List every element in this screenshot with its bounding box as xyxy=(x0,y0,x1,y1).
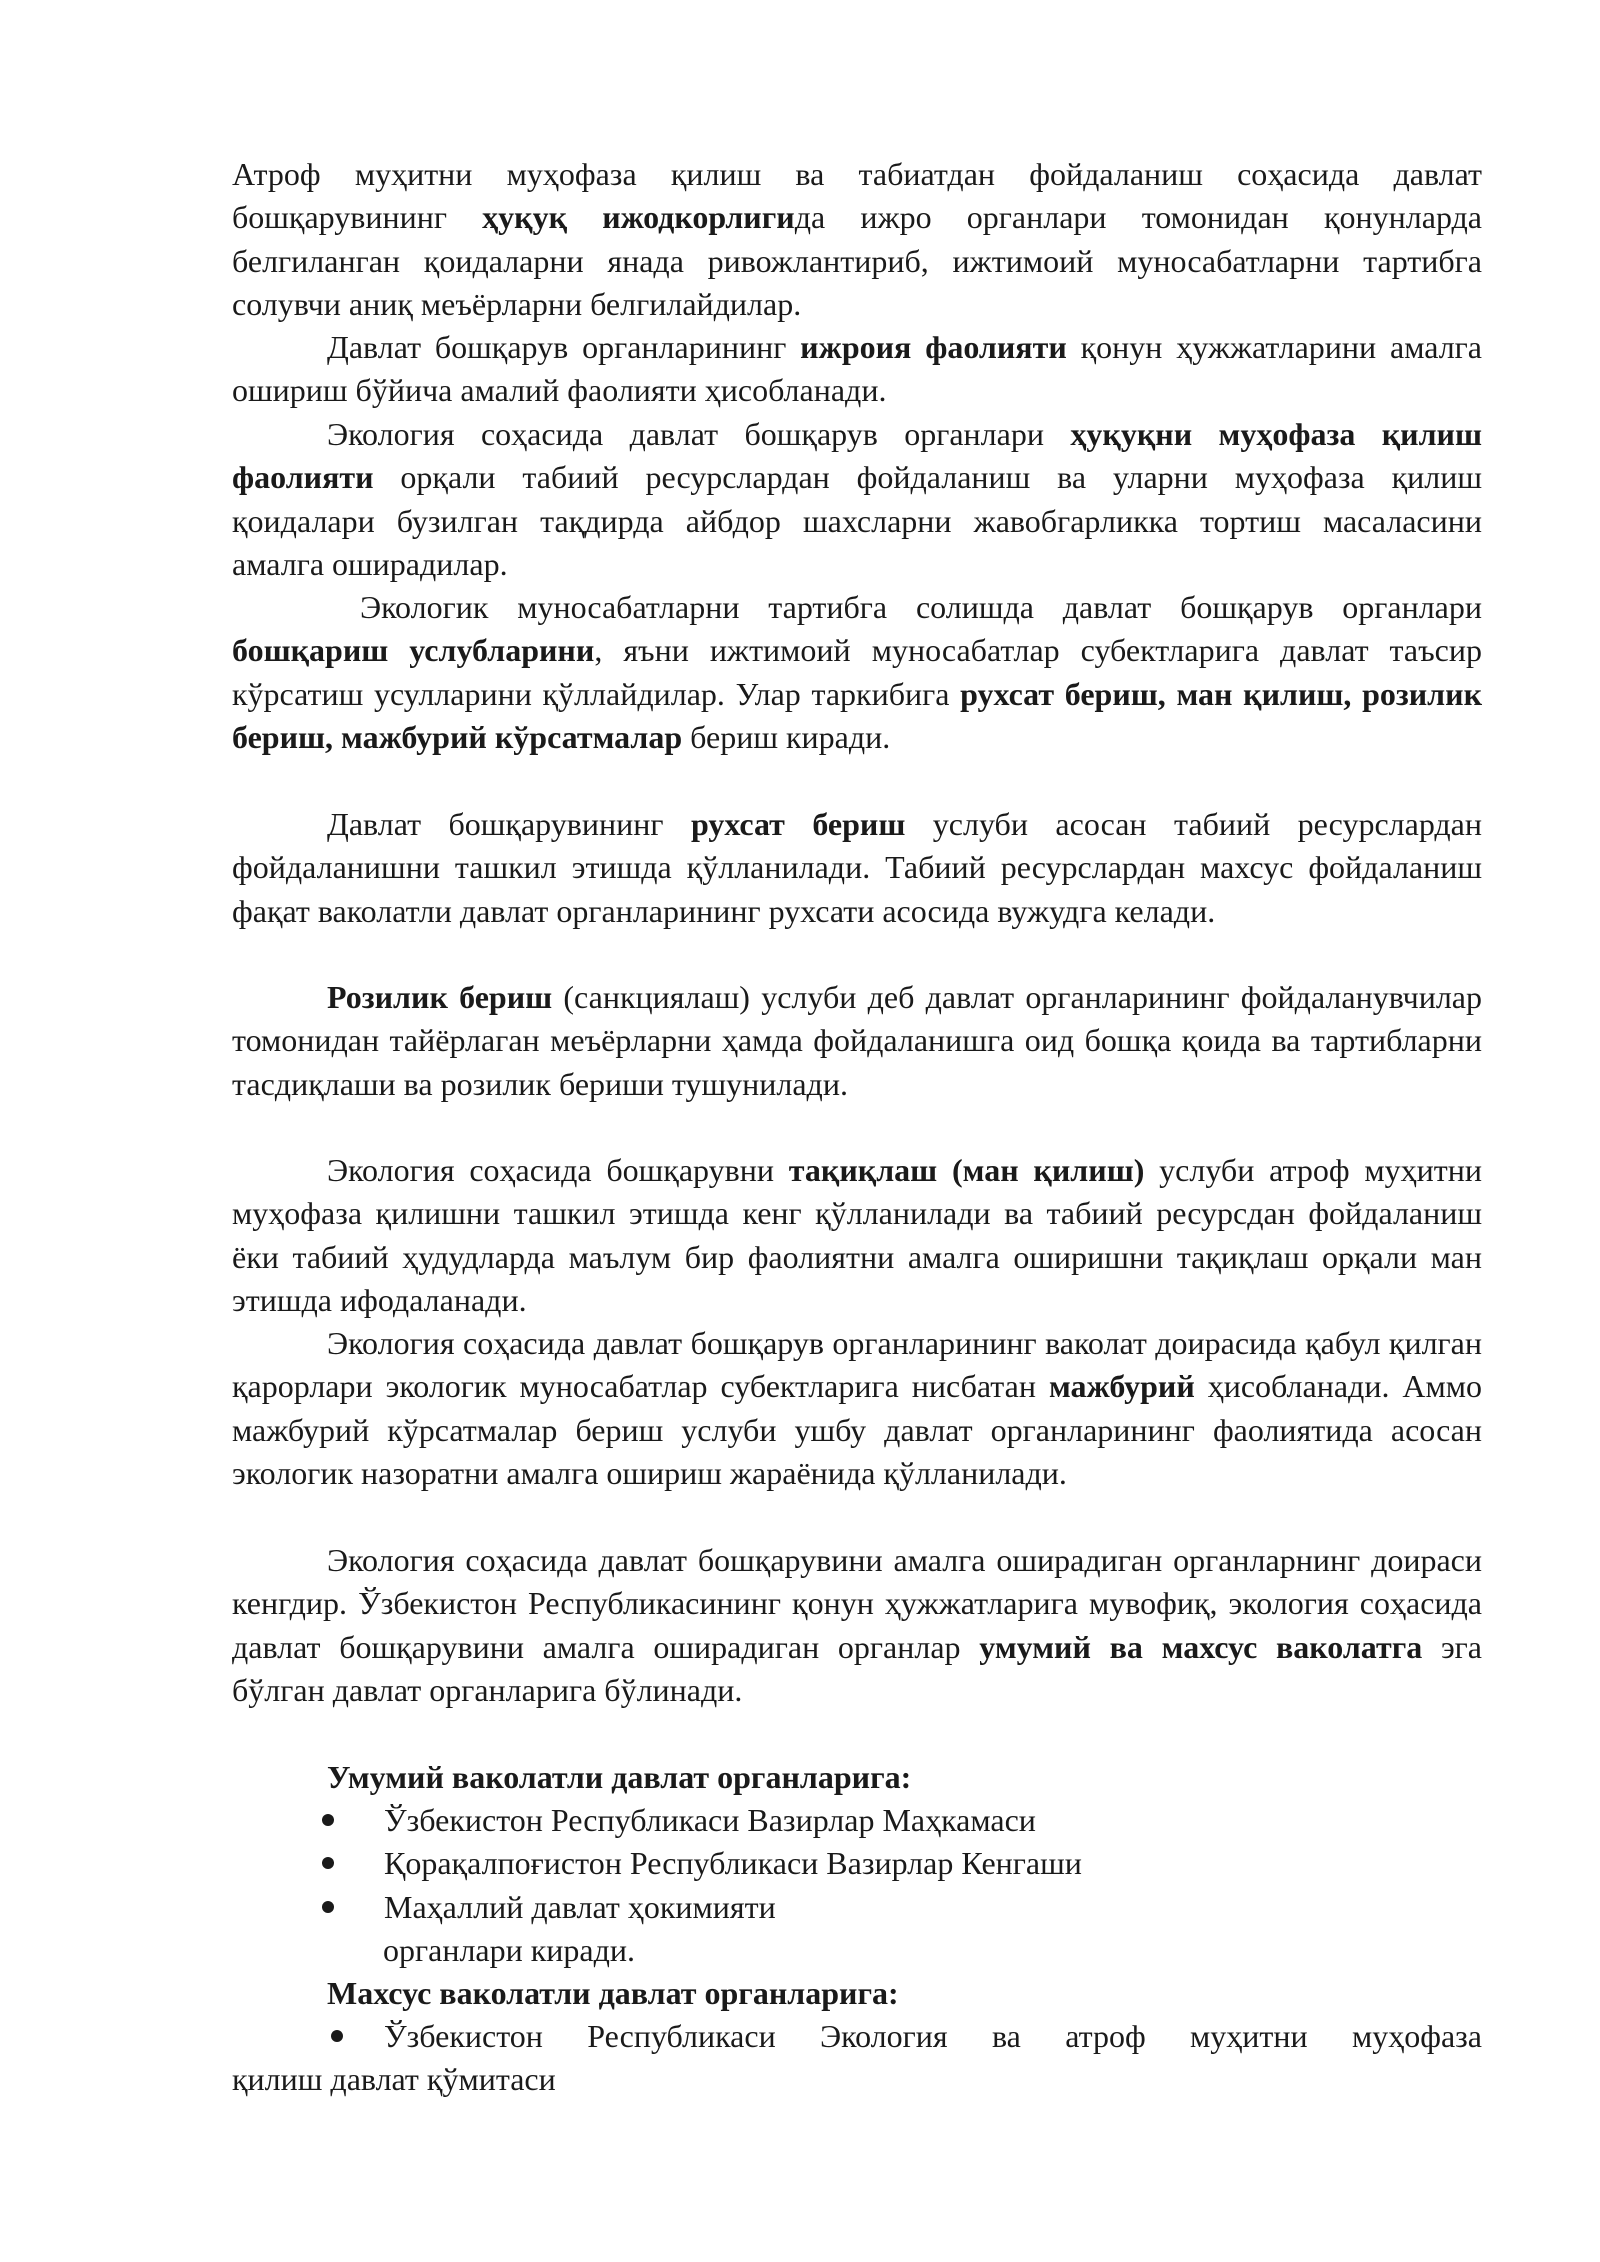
special-bodies-heading: Махсус ваколатли давлат органларига: xyxy=(327,1975,899,2011)
bold-term: рухсат бериш xyxy=(690,806,906,842)
paragraph-text: Экологик муносабатларни тартибга солишда давлат бошқарув органлари xyxy=(360,589,1482,625)
paragraph-text: Экология соҳасида давлат бошқарув органлари xyxy=(327,416,1071,452)
bold-term: ҳуқуқни муҳофаза қилиш фаолияти xyxy=(232,416,1483,496)
list-item-text: Ўзбекистон Республикаси Вазирлар Маҳкамаси xyxy=(384,1802,1036,1838)
paragraph-text: Экология соҳасида бошқарувни xyxy=(327,1152,789,1188)
paragraph-text: бериш киради. xyxy=(682,718,891,755)
list-item-text: Қорақалпоғистон Республикаси Вазирлар Кенгаши xyxy=(384,1845,1082,1882)
bullet-icon xyxy=(322,1814,334,1826)
paragraph-mandatory xyxy=(232,1322,1482,1495)
bold-term: бошқариш услубларини xyxy=(232,632,595,669)
paragraph-management-methods xyxy=(232,586,1482,759)
paragraph-text: Давлат бошқарув органларининг xyxy=(327,329,801,365)
paragraph-law-making xyxy=(232,153,1482,326)
paragraph-text: (санкциялаш) услуби деб давлат органларининг фойдаланувчилар томонидан тайёрлаган меъёрларни ҳамда фойдаланишга оид бошқа қоида ва тартибларни тасдиқлаши ва розилик бериши тушунилади. xyxy=(232,979,1483,1102)
list-item xyxy=(322,1886,1082,1929)
paragraph-text: Атроф муҳитни муҳофаза қилиш ва табиатдан фойдаланиш соҳасида давлат бошқарувининг xyxy=(232,156,1482,236)
bullet-icon xyxy=(322,1901,334,1913)
bold-term: мажбурий xyxy=(1048,1368,1195,1405)
bold-term: ижроия фаолияти xyxy=(800,329,1067,365)
paragraph-text: Давлат бошқарувининг xyxy=(327,806,691,842)
paragraph-text: услуби асосан табиий ресурслардан фойдаланишни ташкил этишда қўлланилади. Табиий ресурслардан махсус фойдаланиш фақат ваколатли давлат органларининг рухсати асосида вужудга келади. xyxy=(232,806,1483,929)
paragraph-text: ҳисобланади. Аммо мажбурий кўрсатмалар бериш услуби ушбу давлат органларининг фаолиятида асосан экологик назоратни амалга ошириш жараёнида қўлланилади. xyxy=(232,1368,1483,1491)
bold-term: рухсат бериш, ман қилиш, розилик бериш, мажбурий кўрсатмалар xyxy=(232,675,1483,755)
list-item xyxy=(322,1799,1082,1842)
bullet-icon xyxy=(331,2030,343,2042)
paragraph-text: Экология соҳасида давлат бошқарувини амалга оширадиган органларнинг доираси кенгдир. Ўзбекистон Республикасининг қонун ҳужжатларига мувофиқ, экология соҳасида давлат бошқарувини амалга оширадиган органлар xyxy=(232,1542,1482,1665)
list-item-text: Ўзбекистон Республикаси Экология ва атроф муҳитни муҳофаза xyxy=(384,2018,1482,2054)
paragraph-text: , яъни ижтимоий муносабатлар субектларига давлат таъсир кўрсатиш усулларини қўллайдилар. Улар таркибига xyxy=(232,632,1483,712)
paragraph-executive xyxy=(232,326,1482,413)
bold-term: ҳуқуқ ижодкорлиги xyxy=(482,199,795,236)
bullet-icon xyxy=(322,1857,334,1869)
paragraph-law-enforcement xyxy=(232,413,1482,586)
paragraph-text: эга бўлган давлат органларига бўлинади. xyxy=(232,1628,1483,1708)
paragraph-prohibition xyxy=(232,1149,1482,1322)
special-bodies-item xyxy=(322,2015,1482,2058)
special-bodies-item-continuation: қилиш давлат қўмитаси xyxy=(232,2061,556,2097)
bold-term: Розилик бериш xyxy=(327,979,553,1015)
paragraph-text: Экология соҳасида давлат бошқарув органларининг ваколат доирасида қабул қилган қарорлари экологик муносабатлар субектларига нисбатан xyxy=(232,1325,1482,1405)
paragraph-bodies xyxy=(232,1539,1482,1712)
paragraph-consent xyxy=(232,976,1482,1106)
general-bodies-list xyxy=(322,1799,1082,1929)
list-item-text: Маҳаллий давлат ҳокимияти xyxy=(384,1888,776,1925)
list-item xyxy=(322,1842,1082,1885)
bold-term: тақиқлаш (ман қилиш) xyxy=(788,1152,1145,1188)
paragraph-text: услуби атроф муҳитни муҳофаза қилишни ташкил этишда кенг қўлланилади ва табиий ресурсдан фойдаланиш ёки табиий ҳудудларда маълум бир фаолиятни амалга оширишни тақиқлаш орқали ман этишда ифодаланади. xyxy=(232,1152,1483,1318)
paragraph-permission xyxy=(232,803,1482,933)
paragraph-text: қонун ҳужжатларини амалга ошириш бўйича амалий фаолияти ҳисобланади. xyxy=(232,329,1483,409)
bold-term: умумий ва махсус ваколатга xyxy=(979,1628,1423,1665)
paragraph-text: орқали табиий ресурслардан фойдаланиш ва уларни муҳофаза қилиш қоидалари бузилган тақдирда айбдор шахсларни жавобгарликка тортиш масаласини амалга оширадилар. xyxy=(232,459,1482,582)
paragraph-text: да ижро органлари томонидан қонунларда белгиланган қоидаларни янада ривожлантириб, ижтимоий муносабатларни тартибга солувчи аниқ меъёрларни белгилайдилар. xyxy=(232,199,1483,322)
general-bodies-heading: Умумий ваколатли давлат органларига: xyxy=(327,1759,912,1795)
general-bodies-tail: органлари киради. xyxy=(383,1932,636,1968)
